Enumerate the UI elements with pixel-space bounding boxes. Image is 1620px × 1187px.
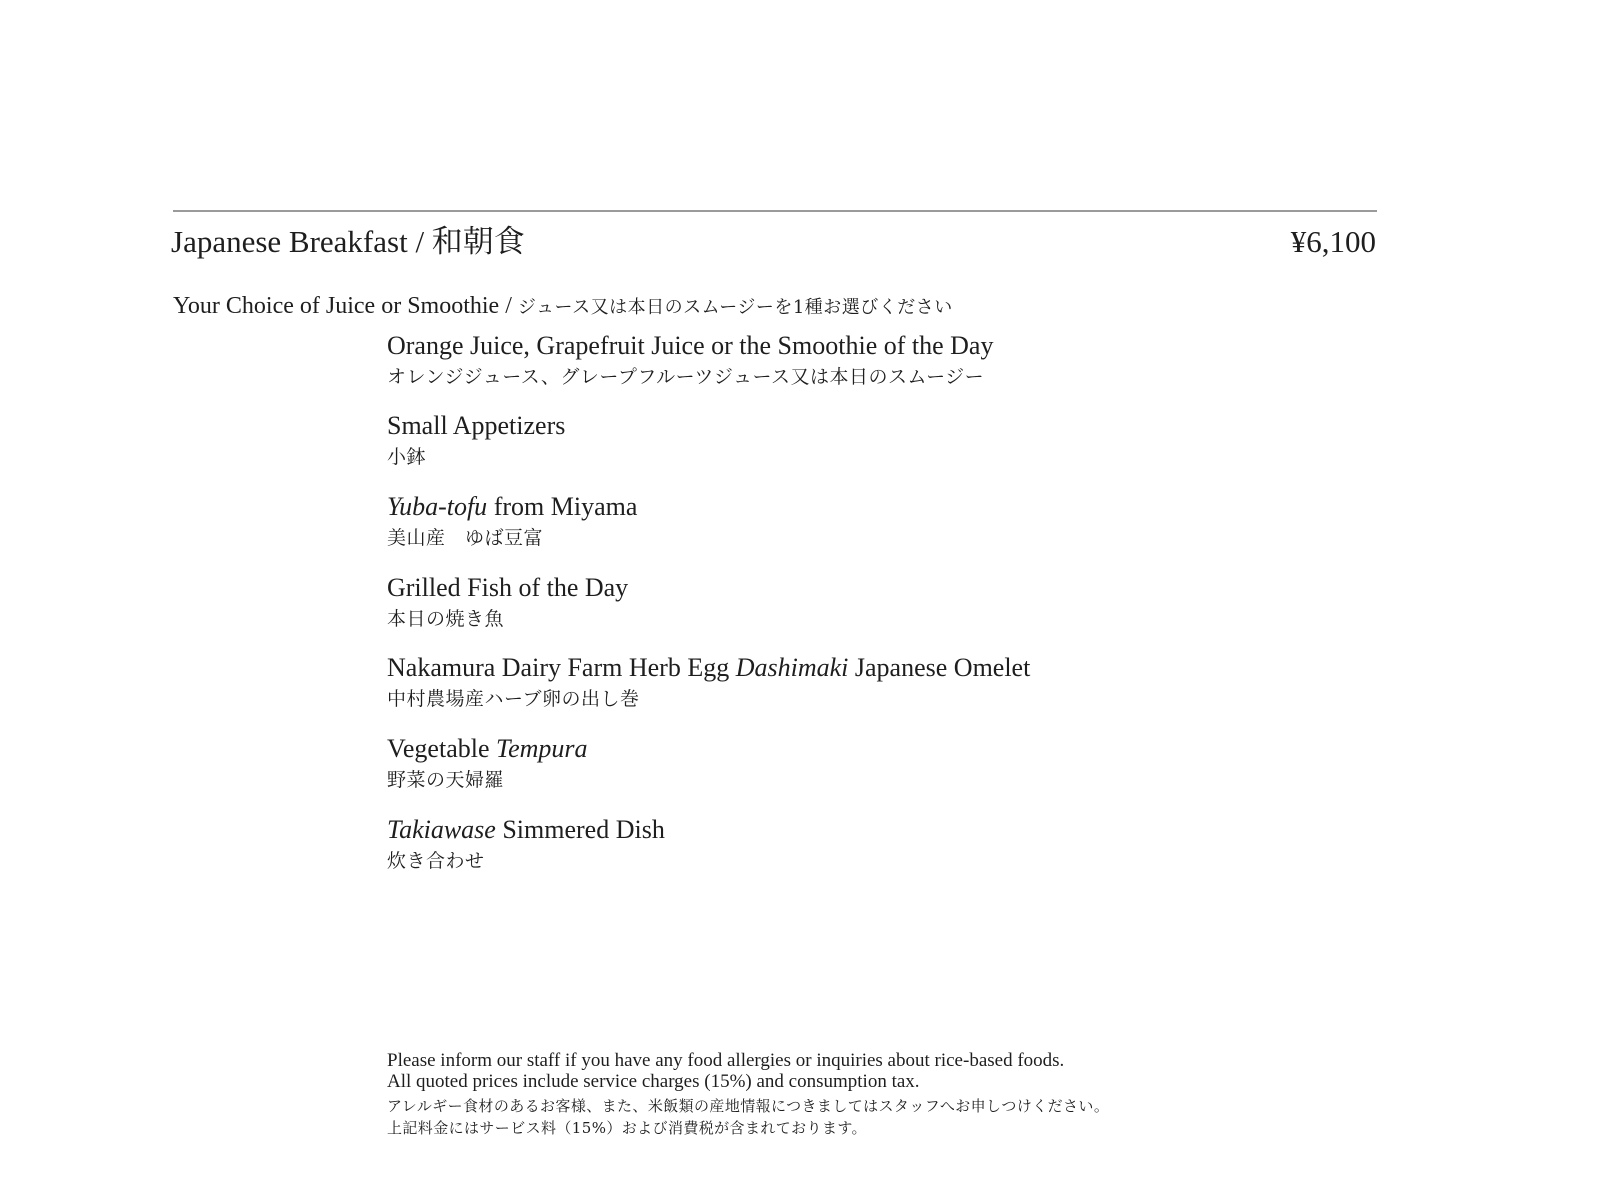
choice-instruction — [173, 290, 953, 324]
menu-item-name-en: Yuba-tofu from Miyama — [387, 492, 638, 521]
menu-item — [387, 814, 665, 875]
menu-item-name-jp: 炊き合わせ — [387, 850, 485, 872]
menu-item — [387, 652, 1030, 713]
choice-instruction-jp: ジュース又は本日のスムージーを1種お選びください — [517, 297, 953, 318]
menu-item — [387, 733, 588, 794]
footer-notice — [387, 1050, 1109, 1139]
menu-item-name-jp: オレンジジュース、グレープフルーツジュース又は本日のスムージー — [387, 366, 985, 388]
menu-title: Japanese Breakfast / 和朝食 — [171, 224, 525, 259]
footer-notice-jp-allergy: アレルギー食材のあるお客様、また、米飯類の産地情報につきましてはスタッフへお申しつけください。 — [387, 1097, 1110, 1115]
menu-item-name-jp: 本日の焼き魚 — [387, 608, 505, 630]
menu-item-name-jp: 野菜の天婦羅 — [387, 769, 505, 791]
footer-notice-en-allergy: Please inform our staff if you have any food allergies or inquiries about rice-based foods. — [387, 1050, 1065, 1071]
menu-item — [387, 491, 637, 552]
footer-notice-en-tax: All quoted prices include service charges (15%) and consumption tax. — [387, 1071, 920, 1092]
menu-item-name-jp: 中村農場産ハーブ卵の出し巻 — [387, 688, 640, 710]
menu-item — [387, 330, 993, 391]
footer-notice-jp-tax: 上記料金にはサービス料（15%）および消費税が含まれております。 — [387, 1119, 867, 1137]
menu-item-name-en: Small Appetizers — [387, 411, 566, 440]
menu-item-name-en: Orange Juice, Grapefruit Juice or the Smoothie of the Day — [387, 331, 994, 360]
menu-item — [387, 572, 628, 633]
menu-price: ¥6,100 — [1290, 224, 1376, 259]
menu-item-name-en: Vegetable Tempura — [387, 734, 588, 763]
menu-item — [387, 410, 565, 471]
menu-item-name-en: Grilled Fish of the Day — [387, 573, 629, 602]
menu-item-name-jp: 美山産 ゆば豆富 — [387, 527, 544, 549]
menu-item-name-en: Nakamura Dairy Farm Herb Egg Dashimaki Japanese Omelet — [387, 653, 1031, 682]
choice-instruction-en: Your Choice of Juice or Smoothie / — [173, 293, 518, 319]
menu-item-name-en: Takiawase Simmered Dish — [387, 815, 665, 844]
menu-item-name-jp: 小鉢 — [387, 446, 427, 468]
header-divider — [173, 210, 1377, 212]
